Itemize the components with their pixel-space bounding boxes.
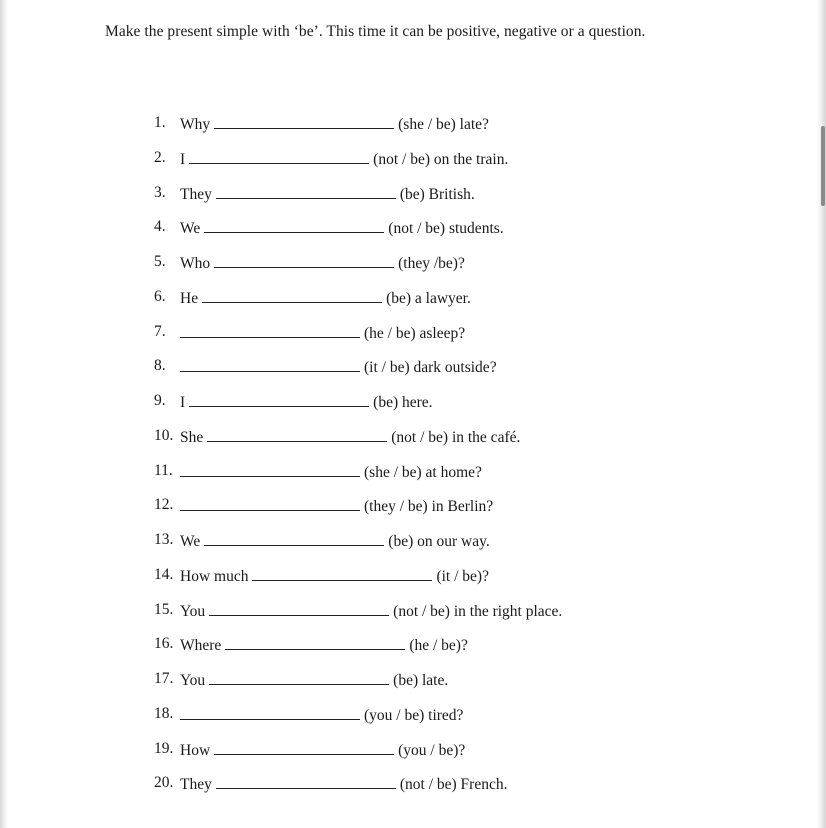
exercise-content [180, 740, 465, 760]
exercise-item [0, 357, 826, 392]
exercise-content [180, 496, 493, 516]
exercise-number: 17. [154, 670, 174, 687]
answer-blank[interactable] [202, 288, 382, 303]
exercise-number: 6. [154, 287, 166, 305]
exercise-number: 19. [154, 739, 174, 757]
exercise-prefix: She [180, 428, 204, 446]
answer-blank[interactable] [214, 740, 394, 755]
exercise-content [180, 774, 507, 794]
exercise-item [0, 705, 826, 740]
exercise-item [0, 149, 826, 184]
answer-blank[interactable] [214, 114, 394, 129]
answer-blank[interactable] [180, 462, 360, 477]
exercise-content [180, 323, 465, 343]
exercise-item [0, 114, 826, 149]
exercise-number: 20. [154, 774, 174, 792]
exercise-prefix: Who [180, 255, 211, 272]
exercise-item [0, 566, 826, 601]
answer-blank[interactable] [189, 149, 369, 164]
exercise-item [0, 218, 826, 253]
exercise-number: 8. [154, 357, 166, 375]
exercise-prefix: He [180, 289, 199, 307]
answer-blank[interactable] [180, 357, 360, 372]
exercise-hint: (they / be) in Berlin? [364, 498, 494, 516]
exercise-number: 13. [154, 531, 174, 548]
exercise-hint: (be) on our way. [388, 533, 490, 550]
exercise-item [0, 392, 826, 427]
exercise-prefix: We [180, 220, 201, 238]
exercise-list [0, 114, 826, 809]
exercise-content [180, 149, 508, 169]
exercise-hint: (not / be) in the right place. [393, 602, 563, 620]
exercise-hint: (he / be) asleep? [364, 324, 466, 342]
exercise-number: 11. [154, 461, 173, 479]
exercise-prefix: We [180, 533, 201, 550]
exercise-hint: (be) British. [399, 185, 475, 203]
exercise-number: 1. [154, 114, 166, 131]
exercise-content [180, 670, 448, 690]
exercise-prefix: They [180, 776, 212, 794]
exercise-content [180, 184, 475, 204]
answer-blank[interactable] [216, 774, 396, 789]
exercise-hint: (it / be)? [436, 567, 489, 585]
exercise-item [0, 462, 826, 497]
answer-blank[interactable] [180, 496, 360, 511]
exercise-prefix: They [180, 185, 212, 203]
answer-blank[interactable] [225, 635, 405, 650]
exercise-hint: (not / be) in the café. [391, 428, 521, 446]
answer-blank[interactable] [189, 392, 369, 407]
exercise-hint: (she / be) late? [398, 116, 489, 133]
answer-blank[interactable] [209, 670, 389, 685]
exercise-number: 5. [154, 253, 166, 270]
exercise-hint: (not / be) on the train. [373, 150, 509, 168]
exercise-content [180, 288, 471, 308]
answer-blank[interactable] [252, 566, 432, 581]
exercise-item [0, 601, 826, 636]
exercise-content [180, 601, 562, 621]
exercise-number: 3. [154, 183, 166, 201]
exercise-prefix: Where [180, 637, 222, 655]
exercise-item [0, 670, 826, 705]
exercise-prefix: Why [180, 116, 211, 133]
exercise-number: 18. [154, 704, 174, 722]
exercise-content [180, 635, 468, 655]
exercise-number: 14. [154, 565, 174, 583]
exercise-content [180, 114, 489, 134]
exercise-hint: (she / be) at home? [364, 463, 482, 481]
exercise-content [180, 462, 482, 482]
exercise-item [0, 184, 826, 219]
exercise-number: 12. [154, 496, 174, 514]
exercise-hint: (they /be)? [398, 255, 465, 272]
answer-blank[interactable] [209, 601, 389, 616]
answer-blank[interactable] [180, 323, 360, 338]
exercise-item [0, 288, 826, 323]
answer-blank[interactable] [214, 253, 394, 268]
exercise-content [180, 253, 465, 273]
exercise-prefix: You [180, 602, 206, 620]
exercise-hint: (be) late. [393, 672, 449, 689]
exercise-hint: (not / be) students. [388, 220, 504, 238]
answer-blank[interactable] [204, 218, 384, 233]
exercise-hint: (it / be) dark outside? [364, 359, 497, 377]
answer-blank[interactable] [204, 531, 384, 546]
exercise-item [0, 253, 826, 288]
exercise-number: 7. [154, 322, 166, 340]
exercise-hint: (be) here. [373, 394, 433, 411]
exercise-content [180, 531, 490, 551]
exercise-hint: (be) a lawyer. [386, 289, 471, 307]
exercise-number: 9. [154, 392, 166, 409]
instructions-text: Make the present simple with ‘be’. This time it can be positive, negative or a question. [105, 23, 646, 40]
exercise-item [0, 496, 826, 531]
exercise-content [180, 427, 520, 447]
exercise-content [180, 392, 433, 412]
exercise-prefix: How [180, 741, 211, 759]
exercise-number: 4. [154, 218, 166, 236]
exercise-prefix: I [180, 394, 186, 411]
exercise-item [0, 774, 826, 809]
exercise-number: 15. [154, 600, 174, 618]
exercise-hint: (you / be)? [398, 741, 466, 759]
exercise-hint: (he / be)? [409, 637, 468, 655]
exercise-content [180, 218, 504, 238]
answer-blank[interactable] [180, 705, 360, 720]
exercise-number: 2. [154, 148, 166, 166]
exercise-hint: (not / be) French. [399, 776, 508, 794]
answer-blank[interactable] [216, 184, 396, 199]
exercise-content [180, 566, 489, 586]
answer-blank[interactable] [207, 427, 387, 442]
exercise-hint: (you / be) tired? [364, 706, 464, 724]
exercise-content [180, 357, 497, 377]
exercise-number: 10. [154, 426, 174, 444]
exercise-prefix: How much [180, 567, 249, 585]
exercise-number: 16. [154, 635, 174, 653]
exercise-item [0, 323, 826, 358]
exercise-item [0, 427, 826, 462]
exercise-item [0, 531, 826, 566]
exercise-content [180, 705, 463, 725]
exercise-item [0, 740, 826, 775]
exercise-prefix: I [180, 150, 186, 168]
exercise-prefix: You [180, 672, 206, 689]
exercise-item [0, 635, 826, 670]
